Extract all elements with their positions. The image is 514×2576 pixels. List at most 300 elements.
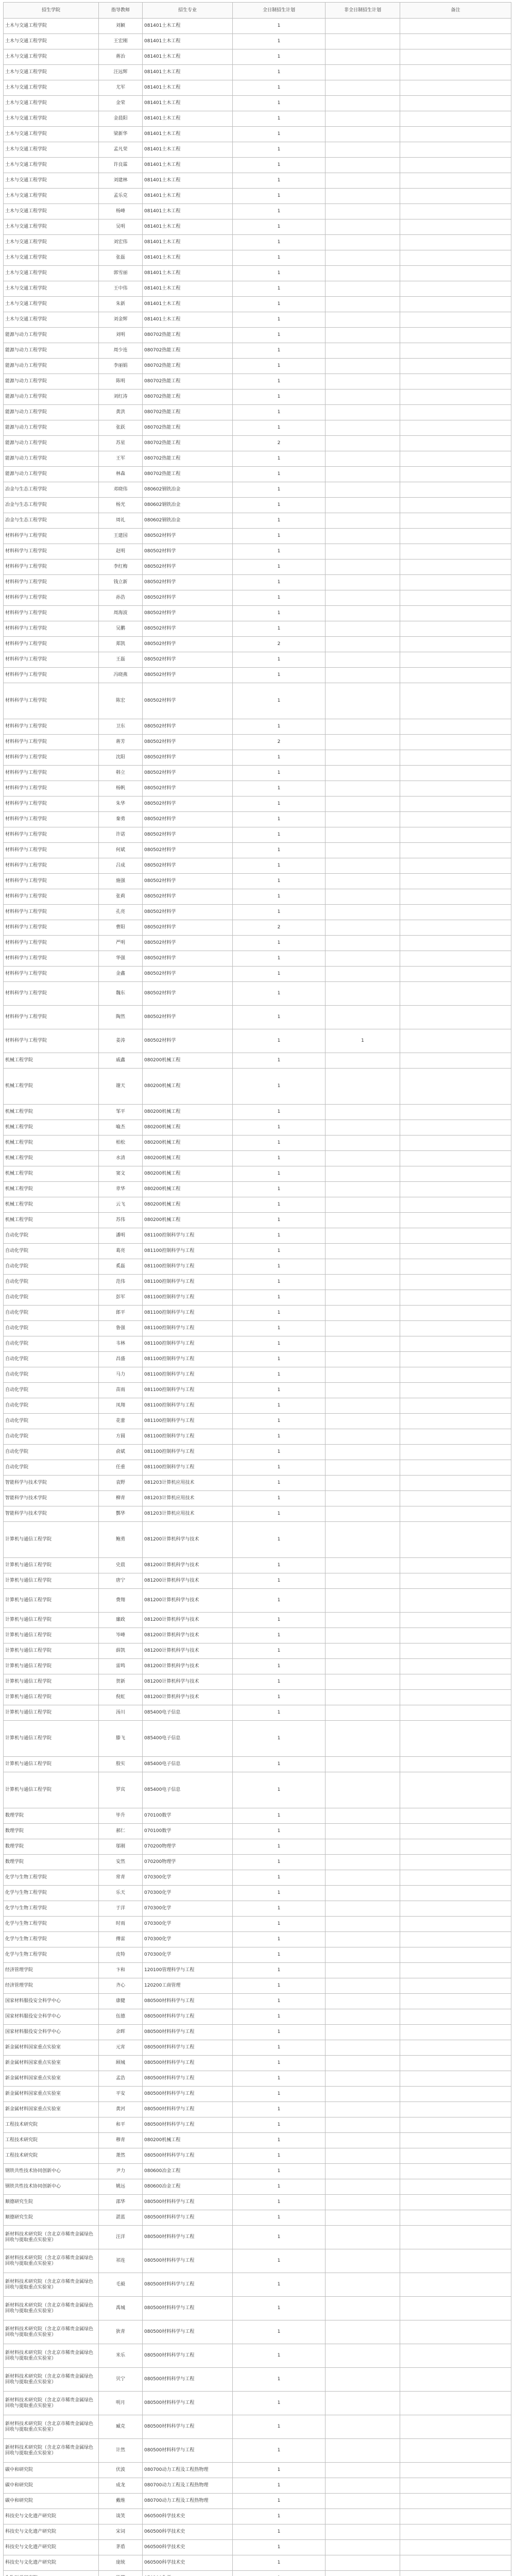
- table-row: [4, 343, 511, 359]
- fulltime-plan-cell: 1: [233, 142, 325, 158]
- major-cell: 081100控制科学与工程: [143, 1306, 233, 1321]
- fulltime-plan-cell: 1: [233, 1275, 325, 1290]
- fulltime-plan-cell: 1: [233, 2009, 325, 2025]
- parttime-plan-cell: [325, 544, 400, 560]
- parttime-plan-cell: [325, 1228, 400, 1244]
- note-cell: [400, 1643, 511, 1659]
- fulltime-plan-cell: 1: [233, 1628, 325, 1643]
- teacher-cell: 朱新: [99, 297, 143, 312]
- college-cell: 土木与交通工程学院: [4, 297, 99, 312]
- table-row: [4, 2344, 511, 2368]
- table-row: [4, 1182, 511, 1197]
- teacher-cell: 刘明: [99, 328, 143, 343]
- fulltime-plan-cell: 1: [233, 219, 325, 235]
- table-row: [4, 1870, 511, 1886]
- major-cell: 070200物理学: [143, 1855, 233, 1870]
- fulltime-plan-cell: 1: [233, 1870, 325, 1886]
- fulltime-plan-cell: 1: [233, 1367, 325, 1383]
- parttime-plan-cell: [325, 1886, 400, 1901]
- major-cell: 081100控制科学与工程: [143, 1398, 233, 1414]
- parttime-plan-cell: [325, 719, 400, 735]
- college-cell: 冶金与生态工程学院: [4, 482, 99, 498]
- college-cell: 计算机与通信工程学院: [4, 1757, 99, 1772]
- note-cell: [400, 843, 511, 858]
- college-cell: 数理学院: [4, 1855, 99, 1870]
- parttime-plan-cell: [325, 2478, 400, 2494]
- parttime-plan-cell: [325, 2555, 400, 2571]
- note-cell: [400, 250, 511, 266]
- college-cell: 自动化学院: [4, 1429, 99, 1445]
- note-cell: [400, 796, 511, 812]
- college-cell: 能源与动力工程学院: [4, 374, 99, 389]
- note-cell: [400, 2297, 511, 2320]
- major-cell: 081100控制科学与工程: [143, 1336, 233, 1352]
- college-cell: 计算机与通信工程学院: [4, 1573, 99, 1589]
- fulltime-plan-cell: 1: [233, 529, 325, 544]
- teacher-cell: 林森: [99, 467, 143, 482]
- college-cell: 材料科学与工程学院: [4, 590, 99, 606]
- parttime-plan-cell: [325, 111, 400, 127]
- college-cell: 材料科学与工程学院: [4, 920, 99, 936]
- major-cell: 080700动力工程及工程热物理: [143, 2463, 233, 2478]
- major-cell: 081401土木工程: [143, 49, 233, 65]
- table-row: [4, 2524, 511, 2540]
- table-row: [4, 2210, 511, 2226]
- table-row: [4, 142, 511, 158]
- major-cell: 080200机械工程: [143, 1105, 233, 1120]
- parttime-plan-cell: [325, 1006, 400, 1029]
- major-cell: 080500材料科学与工程: [143, 2415, 233, 2439]
- fulltime-plan-cell: 1: [233, 467, 325, 482]
- table-row: [4, 1275, 511, 1290]
- table-row: [4, 796, 511, 812]
- note-cell: [400, 1275, 511, 1290]
- college-cell: 工程技术研究院: [4, 2148, 99, 2164]
- fulltime-plan-cell: 1: [233, 1398, 325, 1414]
- major-cell: 080602钢铁冶金: [143, 482, 233, 498]
- table-row: [4, 1213, 511, 1228]
- teacher-cell: 孙浩: [99, 590, 143, 606]
- note-cell: [400, 2133, 511, 2148]
- note-cell: [400, 781, 511, 796]
- table-row: [4, 235, 511, 250]
- fulltime-plan-cell: 1: [233, 158, 325, 173]
- table-row: [4, 2320, 511, 2344]
- college-cell: 材料科学与工程学院: [4, 1006, 99, 1029]
- note-cell: [400, 235, 511, 250]
- college-cell: 计算机与通信工程学院: [4, 1643, 99, 1659]
- parttime-plan-cell: [325, 1522, 400, 1558]
- table-row: [4, 1151, 511, 1166]
- note-cell: [400, 513, 511, 529]
- note-cell: [400, 1772, 511, 1808]
- parttime-plan-cell: [325, 606, 400, 621]
- teacher-cell: 毕升: [99, 1808, 143, 1824]
- fulltime-plan-cell: 1: [233, 2249, 325, 2273]
- major-cell: 080500材料科学与工程: [143, 2439, 233, 2463]
- major-cell: 081401土木工程: [143, 142, 233, 158]
- parttime-plan-cell: [325, 652, 400, 668]
- teacher-cell: 刘颖: [99, 19, 143, 34]
- parttime-plan-cell: [325, 1429, 400, 1445]
- parttime-plan-cell: [325, 750, 400, 766]
- college-cell: 能源与动力工程学院: [4, 359, 99, 374]
- major-cell: 080502材料学: [143, 606, 233, 621]
- parttime-plan-cell: [325, 2494, 400, 2509]
- parttime-plan-cell: [325, 1978, 400, 1994]
- teacher-cell: 皮特: [99, 1947, 143, 1963]
- note-cell: [400, 1136, 511, 1151]
- teacher-cell: 卫东: [99, 719, 143, 735]
- college-cell: 机械工程学院: [4, 1136, 99, 1151]
- parttime-plan-cell: [325, 2571, 400, 2576]
- parttime-plan-cell: [325, 1855, 400, 1870]
- note-cell: [400, 266, 511, 281]
- table-row: [4, 1994, 511, 2009]
- note-cell: [400, 1824, 511, 1839]
- major-cell: 081100控制科学与工程: [143, 1367, 233, 1383]
- major-cell: 081401土木工程: [143, 34, 233, 49]
- teacher-cell: 倪虹: [99, 1690, 143, 1705]
- college-cell: 土木与交通工程学院: [4, 281, 99, 297]
- parttime-plan-cell: 1: [325, 1029, 400, 1053]
- table-row: [4, 328, 511, 343]
- fulltime-plan-cell: 1: [233, 420, 325, 436]
- major-cell: 081401土木工程: [143, 80, 233, 96]
- fulltime-plan-cell: 1: [233, 1476, 325, 1491]
- fulltime-plan-cell: 1: [233, 2463, 325, 2478]
- fulltime-plan-cell: 1: [233, 374, 325, 389]
- fulltime-plan-cell: 1: [233, 606, 325, 621]
- parttime-plan-cell: [325, 1994, 400, 2009]
- college-cell: 新材料技术研究院（含北京市稀贵金属绿色回收与提取重点实验室）: [4, 2368, 99, 2392]
- college-cell: 顺德研究生院: [4, 2195, 99, 2210]
- teacher-cell: 黄河: [99, 2102, 143, 2117]
- note-cell: [400, 2415, 511, 2439]
- major-cell: 120200工商管理: [143, 1978, 233, 1994]
- table-row: [4, 2133, 511, 2148]
- note-cell: [400, 621, 511, 637]
- teacher-cell: 周少连: [99, 343, 143, 359]
- note-cell: [400, 451, 511, 467]
- table-row: [4, 1476, 511, 1491]
- major-cell: 080500材料科学与工程: [143, 2102, 233, 2117]
- college-cell: 土木与交通工程学院: [4, 266, 99, 281]
- table-row: [4, 2087, 511, 2102]
- note-cell: [400, 1105, 511, 1120]
- note-cell: [400, 1870, 511, 1886]
- teacher-cell: 常青: [99, 1870, 143, 1886]
- major-cell: 081401土木工程: [143, 173, 233, 189]
- teacher-cell: 戚鑫: [99, 1053, 143, 1069]
- fulltime-plan-cell: 1: [233, 2133, 325, 2148]
- college-cell: 自动化学院: [4, 1290, 99, 1306]
- parttime-plan-cell: [325, 858, 400, 874]
- parttime-plan-cell: [325, 668, 400, 683]
- fulltime-plan-cell: 1: [233, 405, 325, 420]
- table-row: [4, 683, 511, 719]
- college-cell: 科技史与文化遗产研究院: [4, 2524, 99, 2540]
- fulltime-plan-cell: 1: [233, 1917, 325, 1932]
- teacher-cell: 贺新: [99, 1674, 143, 1690]
- major-cell: 080502材料学: [143, 920, 233, 936]
- major-cell: 080200机械工程: [143, 1120, 233, 1136]
- major-cell: 081100控制科学与工程: [143, 1429, 233, 1445]
- table-row: [4, 1855, 511, 1870]
- table-row: [4, 2368, 511, 2392]
- table-row: [4, 96, 511, 111]
- table-row: [4, 189, 511, 204]
- note-cell: [400, 1151, 511, 1166]
- note-cell: [400, 297, 511, 312]
- table-row: [4, 173, 511, 189]
- fulltime-plan-cell: 1: [233, 1705, 325, 1721]
- parttime-plan-cell: [325, 2117, 400, 2133]
- fulltime-plan-cell: 1: [233, 127, 325, 142]
- college-cell: 材料科学与工程学院: [4, 766, 99, 781]
- college-cell: 土木与交通工程学院: [4, 80, 99, 96]
- major-cell: 080500材料科学与工程: [143, 2344, 233, 2368]
- note-cell: [400, 1166, 511, 1182]
- fulltime-plan-cell: 1: [233, 781, 325, 796]
- parttime-plan-cell: [325, 1824, 400, 1839]
- college-cell: 材料科学与工程学院: [4, 606, 99, 621]
- major-cell: 081100控制科学与工程: [143, 1352, 233, 1367]
- teacher-cell: 奚磊: [99, 1259, 143, 1275]
- teacher-cell: 祁连: [99, 2249, 143, 2273]
- fulltime-plan-cell: 1: [233, 967, 325, 982]
- note-cell: [400, 2478, 511, 2494]
- teacher-cell: 唐宁: [99, 1573, 143, 1589]
- college-cell: 科技史与文化遗产研究院: [4, 2509, 99, 2524]
- teacher-cell: 时雨: [99, 1917, 143, 1932]
- note-cell: [400, 1367, 511, 1383]
- table-row: [4, 266, 511, 281]
- fulltime-plan-cell: 1: [233, 1414, 325, 1429]
- note-cell: [400, 142, 511, 158]
- note-cell: [400, 606, 511, 621]
- fulltime-plan-cell: 1: [233, 1213, 325, 1228]
- table-row: [4, 204, 511, 219]
- major-cell: 081203计算机应用技术: [143, 1491, 233, 1506]
- fulltime-plan-cell: 1: [233, 2102, 325, 2117]
- college-cell: 计算机与通信工程学院: [4, 1721, 99, 1757]
- college-cell: 钢铁共性技术协同创新中心: [4, 2164, 99, 2179]
- note-cell: [400, 19, 511, 34]
- parttime-plan-cell: [325, 281, 400, 297]
- table-row: [4, 1383, 511, 1398]
- table-row: [4, 19, 511, 34]
- table-row: [4, 436, 511, 451]
- major-cell: 080600冶金工程: [143, 2179, 233, 2195]
- teacher-cell: 谈笑: [99, 2509, 143, 2524]
- college-cell: 碳中和研究院: [4, 2478, 99, 2494]
- major-cell: 080502材料学: [143, 637, 233, 652]
- table-row: [4, 668, 511, 683]
- major-cell: 070100数学: [143, 1824, 233, 1839]
- major-cell: 085400电子信息: [143, 1772, 233, 1808]
- note-cell: [400, 766, 511, 781]
- teacher-cell: 岑峰: [99, 1628, 143, 1643]
- major-cell: 081100控制科学与工程: [143, 1290, 233, 1306]
- table-row: [4, 2439, 511, 2463]
- parttime-plan-cell: [325, 1197, 400, 1213]
- table-row: [4, 1772, 511, 1808]
- note-cell: [400, 652, 511, 668]
- fulltime-plan-cell: 1: [233, 590, 325, 606]
- table-row: [4, 1029, 511, 1053]
- teacher-cell: 吕成: [99, 858, 143, 874]
- teacher-cell: 杨帆: [99, 781, 143, 796]
- college-cell: 自动化学院: [4, 1383, 99, 1398]
- teacher-cell: 伍德: [99, 2009, 143, 2025]
- note-cell: [400, 858, 511, 874]
- fulltime-plan-cell: 1: [233, 1166, 325, 1182]
- table-row: [4, 766, 511, 781]
- table-row: [4, 80, 511, 96]
- parttime-plan-cell: [325, 1839, 400, 1855]
- table-row: [4, 1963, 511, 1978]
- teacher-cell: 华强: [99, 951, 143, 967]
- parttime-plan-cell: [325, 560, 400, 575]
- parttime-plan-cell: [325, 827, 400, 843]
- college-cell: 材料科学与工程学院: [4, 982, 99, 1006]
- parttime-plan-cell: [325, 683, 400, 719]
- note-cell: [400, 1573, 511, 1589]
- teacher-cell: 齐心: [99, 1978, 143, 1994]
- college-cell: 能源与动力工程学院: [4, 451, 99, 467]
- college-cell: 土木与交通工程学院: [4, 111, 99, 127]
- note-cell: [400, 2087, 511, 2102]
- college-cell: 工程技术研究院: [4, 2117, 99, 2133]
- major-cell: 080700动力工程及工程热物理: [143, 2494, 233, 2509]
- parttime-plan-cell: [325, 1491, 400, 1506]
- note-cell: [400, 1978, 511, 1994]
- parttime-plan-cell: [325, 2164, 400, 2179]
- major-cell: 080500材料科学与工程: [143, 2117, 233, 2133]
- fulltime-plan-cell: 1: [233, 2540, 325, 2555]
- fulltime-plan-cell: 1: [233, 621, 325, 637]
- college-cell: 数理学院: [4, 1824, 99, 1839]
- table-row: [4, 1522, 511, 1558]
- parttime-plan-cell: [325, 2210, 400, 2226]
- teacher-cell: 邬刚: [99, 1839, 143, 1855]
- fulltime-plan-cell: 1: [233, 1589, 325, 1613]
- teacher-cell: 费翔: [99, 1589, 143, 1613]
- note-cell: [400, 1491, 511, 1506]
- major-cell: 081100控制科学与工程: [143, 1445, 233, 1460]
- header-note: 备注: [400, 3, 511, 19]
- teacher-cell: 花蕾: [99, 1414, 143, 1429]
- table-row: [4, 719, 511, 735]
- fulltime-plan-cell: 1: [233, 1053, 325, 1069]
- table-row: [4, 2249, 511, 2273]
- teacher-cell: 吴明: [99, 219, 143, 235]
- parttime-plan-cell: [325, 80, 400, 96]
- college-cell: 化学与生物工程学院: [4, 1870, 99, 1886]
- college-cell: [4, 2571, 99, 2576]
- parttime-plan-cell: [325, 2439, 400, 2463]
- major-cell: [143, 2571, 233, 2576]
- teacher-cell: 王磊: [99, 652, 143, 668]
- header-college: 招生学院: [4, 3, 99, 19]
- note-cell: [400, 1120, 511, 1136]
- major-cell: 070300化学: [143, 1932, 233, 1947]
- teacher-cell: 云飞: [99, 1197, 143, 1213]
- fulltime-plan-cell: 1: [233, 1886, 325, 1901]
- table-row: [4, 2297, 511, 2320]
- teacher-cell: 尤军: [99, 80, 143, 96]
- note-cell: [400, 2509, 511, 2524]
- note-cell: [400, 49, 511, 65]
- table-row: [4, 1197, 511, 1213]
- fulltime-plan-cell: 1: [233, 1994, 325, 2009]
- parttime-plan-cell: [325, 436, 400, 451]
- teacher-cell: 张莉: [99, 889, 143, 905]
- major-cell: 081200计算机科学与技术: [143, 1628, 233, 1643]
- table-row: [4, 858, 511, 874]
- major-cell: 080602钢铁冶金: [143, 498, 233, 513]
- fulltime-plan-cell: 1: [233, 982, 325, 1006]
- teacher-cell: 沈阳: [99, 750, 143, 766]
- fulltime-plan-cell: 1: [233, 1978, 325, 1994]
- table-row: [4, 2226, 511, 2249]
- note-cell: [400, 1053, 511, 1069]
- teacher-cell: 王军: [99, 451, 143, 467]
- fulltime-plan-cell: 1: [233, 2226, 325, 2249]
- teacher-cell: 杨峰: [99, 204, 143, 219]
- major-cell: 081200计算机科学与技术: [143, 1674, 233, 1690]
- college-cell: 计算机与通信工程学院: [4, 1674, 99, 1690]
- parttime-plan-cell: [325, 297, 400, 312]
- table-row: [4, 1398, 511, 1414]
- fulltime-plan-cell: 1: [233, 1336, 325, 1352]
- parttime-plan-cell: [325, 49, 400, 65]
- note-cell: [400, 1182, 511, 1197]
- parttime-plan-cell: [325, 2148, 400, 2164]
- teacher-cell: 陈宏: [99, 683, 143, 719]
- note-cell: [400, 735, 511, 750]
- major-cell: 080500材料科学与工程: [143, 2392, 233, 2415]
- college-cell: 材料科学与工程学院: [4, 735, 99, 750]
- fulltime-plan-cell: 1: [233, 1690, 325, 1705]
- table-row: [4, 1978, 511, 1994]
- note-cell: [400, 1414, 511, 1429]
- college-cell: 计算机与通信工程学院: [4, 1589, 99, 1613]
- teacher-cell: 葛亮: [99, 1244, 143, 1259]
- table-row: [4, 606, 511, 621]
- table-row: [4, 1321, 511, 1336]
- fulltime-plan-cell: 1: [233, 34, 325, 49]
- teacher-cell: 凤翔: [99, 1398, 143, 1414]
- note-cell: [400, 936, 511, 951]
- college-cell: 钢铁共性技术协同创新中心: [4, 2179, 99, 2195]
- major-cell: 081203计算机应用技术: [143, 1506, 233, 1522]
- fulltime-plan-cell: 1: [233, 1506, 325, 1522]
- major-cell: 081401土木工程: [143, 158, 233, 173]
- fulltime-plan-cell: 1: [233, 250, 325, 266]
- college-cell: 材料科学与工程学院: [4, 951, 99, 967]
- parttime-plan-cell: [325, 1182, 400, 1197]
- parttime-plan-cell: [325, 1963, 400, 1978]
- note-cell: [400, 374, 511, 389]
- fulltime-plan-cell: 1: [233, 189, 325, 204]
- major-cell: 080502材料学: [143, 1029, 233, 1053]
- teacher-cell: 王宏刚: [99, 34, 143, 49]
- table-row: [4, 1166, 511, 1182]
- note-cell: [400, 2148, 511, 2164]
- table-row: [4, 1259, 511, 1275]
